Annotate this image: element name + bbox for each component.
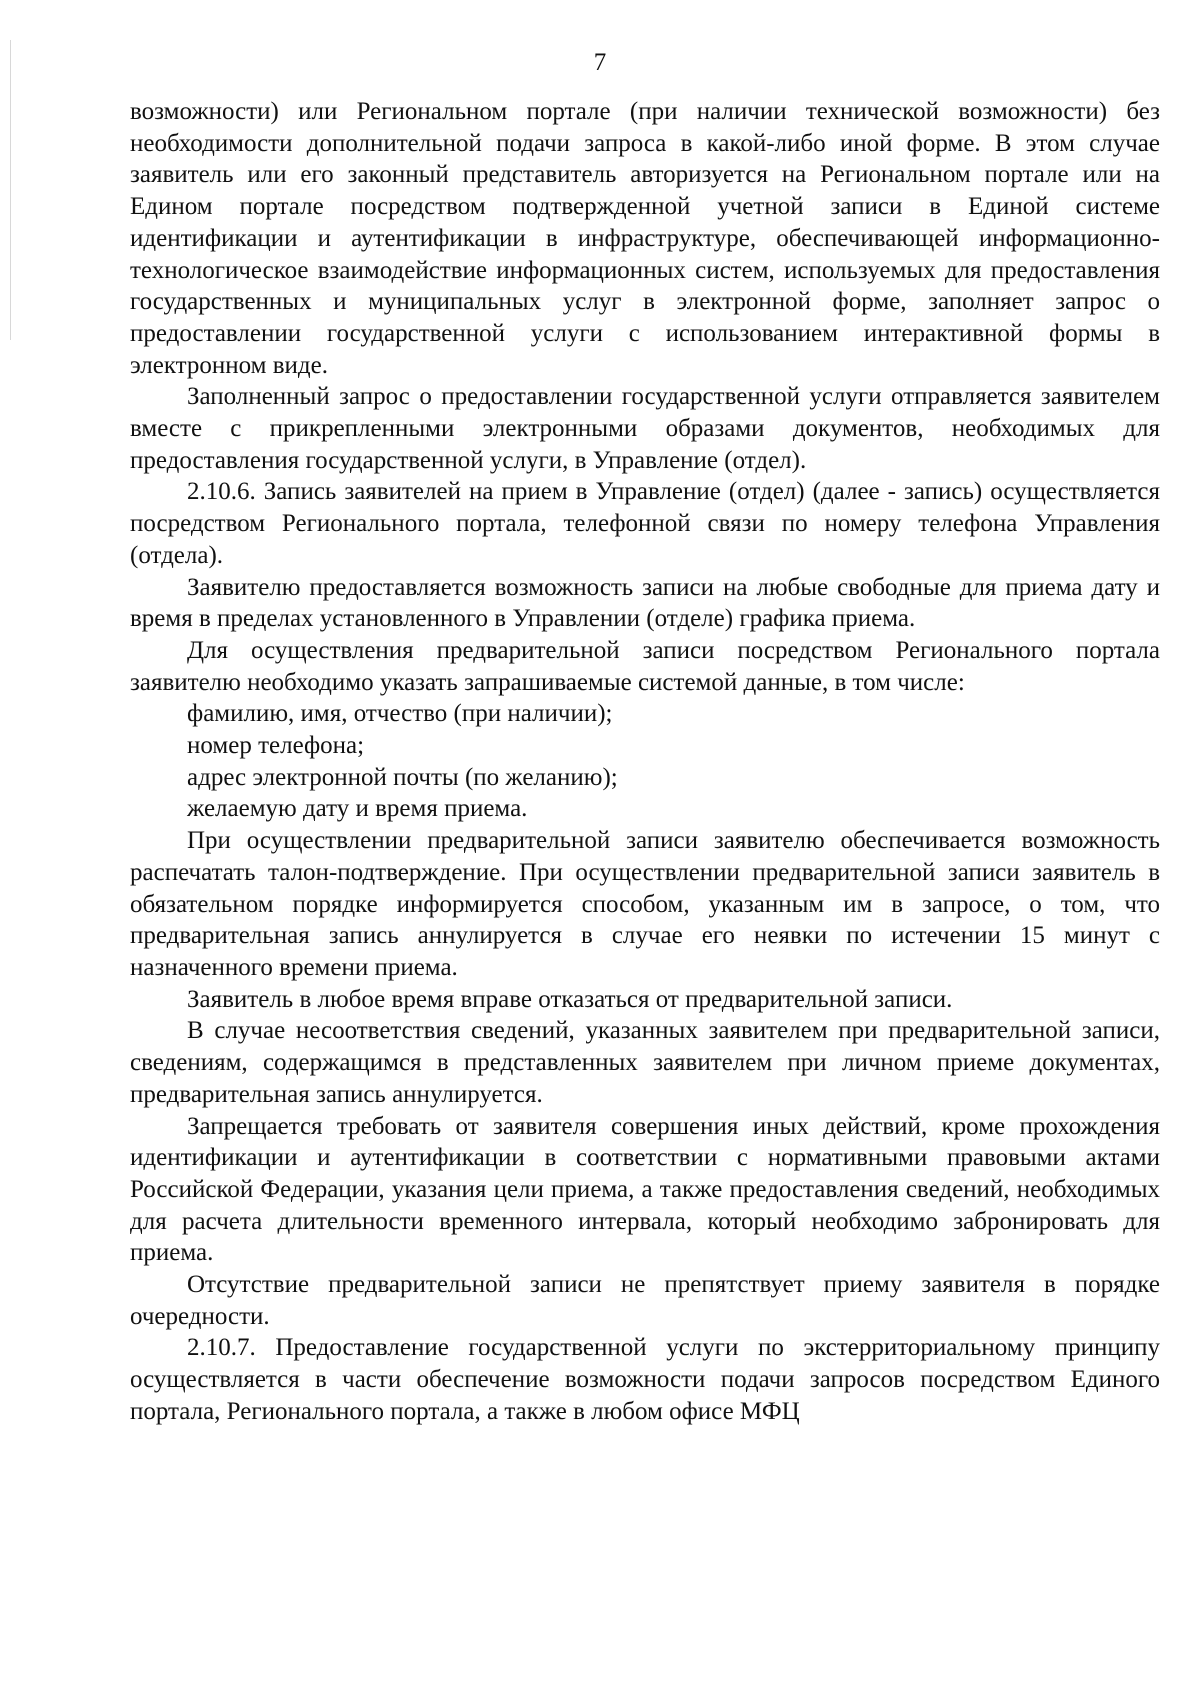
paragraph-required-data: Для осуществления предварительной записи посредством Регионального портала заявителю необходимо указать запрашиваемые системой данные, в том числе: bbox=[130, 636, 1160, 696]
list-item-full-name: фамилию, имя, отчество (при наличии); bbox=[187, 700, 613, 728]
document-body bbox=[130, 96, 1160, 1428]
paragraph-no-appointment: Отсутствие предварительной записи не препятствует приему заявителя в порядке очередности. bbox=[130, 1271, 1160, 1330]
paragraph-mismatch: В случае несоответствия сведений, указанных заявителем при предварительной записи, сведениям, содержащимся в представленных заявителем при личном приеме документах, предварительная запись аннулируется. bbox=[130, 1017, 1160, 1108]
page-number: 7 bbox=[593, 49, 607, 76]
list-item-email: адрес электронной почты (по желанию); bbox=[187, 763, 618, 791]
paragraph-2-10-6: 2.10.6. Запись заявителей на прием в Управление (отдел) (далее - запись) осуществляется посредством Регионального портала, телефонной связи по номеру телефона Управления (отдела). bbox=[130, 478, 1160, 569]
paragraph-prohibition: Запрещается требовать от заявителя совершения иных действий, кроме прохождения идентификации и аутентификации в соответствии с нормативными правовыми актами Российской Федерации, указания цели приема, а также предоставления сведений, необходимых для расчета длительности временного интервала, который необходимо забронировать для приема. bbox=[130, 1112, 1160, 1267]
paragraph-confirmation-ticket: При осуществлении предварительной записи заявителю обеспечивается возможность распечатать талон-подтверждение. При осуществлении предварительной записи заявитель в обязательном порядке информируется способом, указанным им в запросе, о том, что предварительная запись аннулируется в случае его неявки по истечении 15 минут с назначенного времени приема. bbox=[130, 827, 1160, 981]
paragraph-appointment-options: Заявителю предоставляется возможность записи на любые свободные для приема дату и время в пределах установленного в Управлении (отделе) графика приема. bbox=[130, 573, 1160, 633]
scan-edge-line bbox=[10, 40, 11, 340]
paragraph-2-10-7: 2.10.7. Предоставление государственной услуги по экстерриториальному принципу осуществляется в части обеспечение возможности подачи запросов посредством Единого портала, Регионального портала, а также в любом офисе МФЦ bbox=[130, 1334, 1160, 1425]
paragraph-continuation: возможности) или Региональном портале (при наличии технической возможности) без необходимости дополнительной подачи запроса в какой-либо иной форме. В этом случае заявитель или его законный представитель авторизуется на Региональном портале или на Едином портале посредством подтвержденной учетной записи в Единой системе идентификации и аутентификации в инфраструктуре, обеспечивающей информационно-технологическое взаимодействие информационных систем, используемых для предоставления государственных и муниципальных услуг в электронной форме, заполняет запрос о предоставлении государственной услуги с использованием интерактивной формы в электронном виде. bbox=[130, 98, 1160, 379]
list-item-date-time: желаемую дату и время приема. bbox=[187, 795, 528, 823]
paragraph-cancel-right: Заявитель в любое время вправе отказаться от предварительной записи. bbox=[187, 985, 953, 1013]
paragraph-filled-request: Заполненный запрос о предоставлении государственной услуги отправляется заявителем вместе с прикрепленными электронными образами документов, необходимых для предоставления государственной услуги, в Управление (отдел). bbox=[130, 383, 1160, 474]
list-item-phone: номер телефона; bbox=[187, 732, 365, 760]
